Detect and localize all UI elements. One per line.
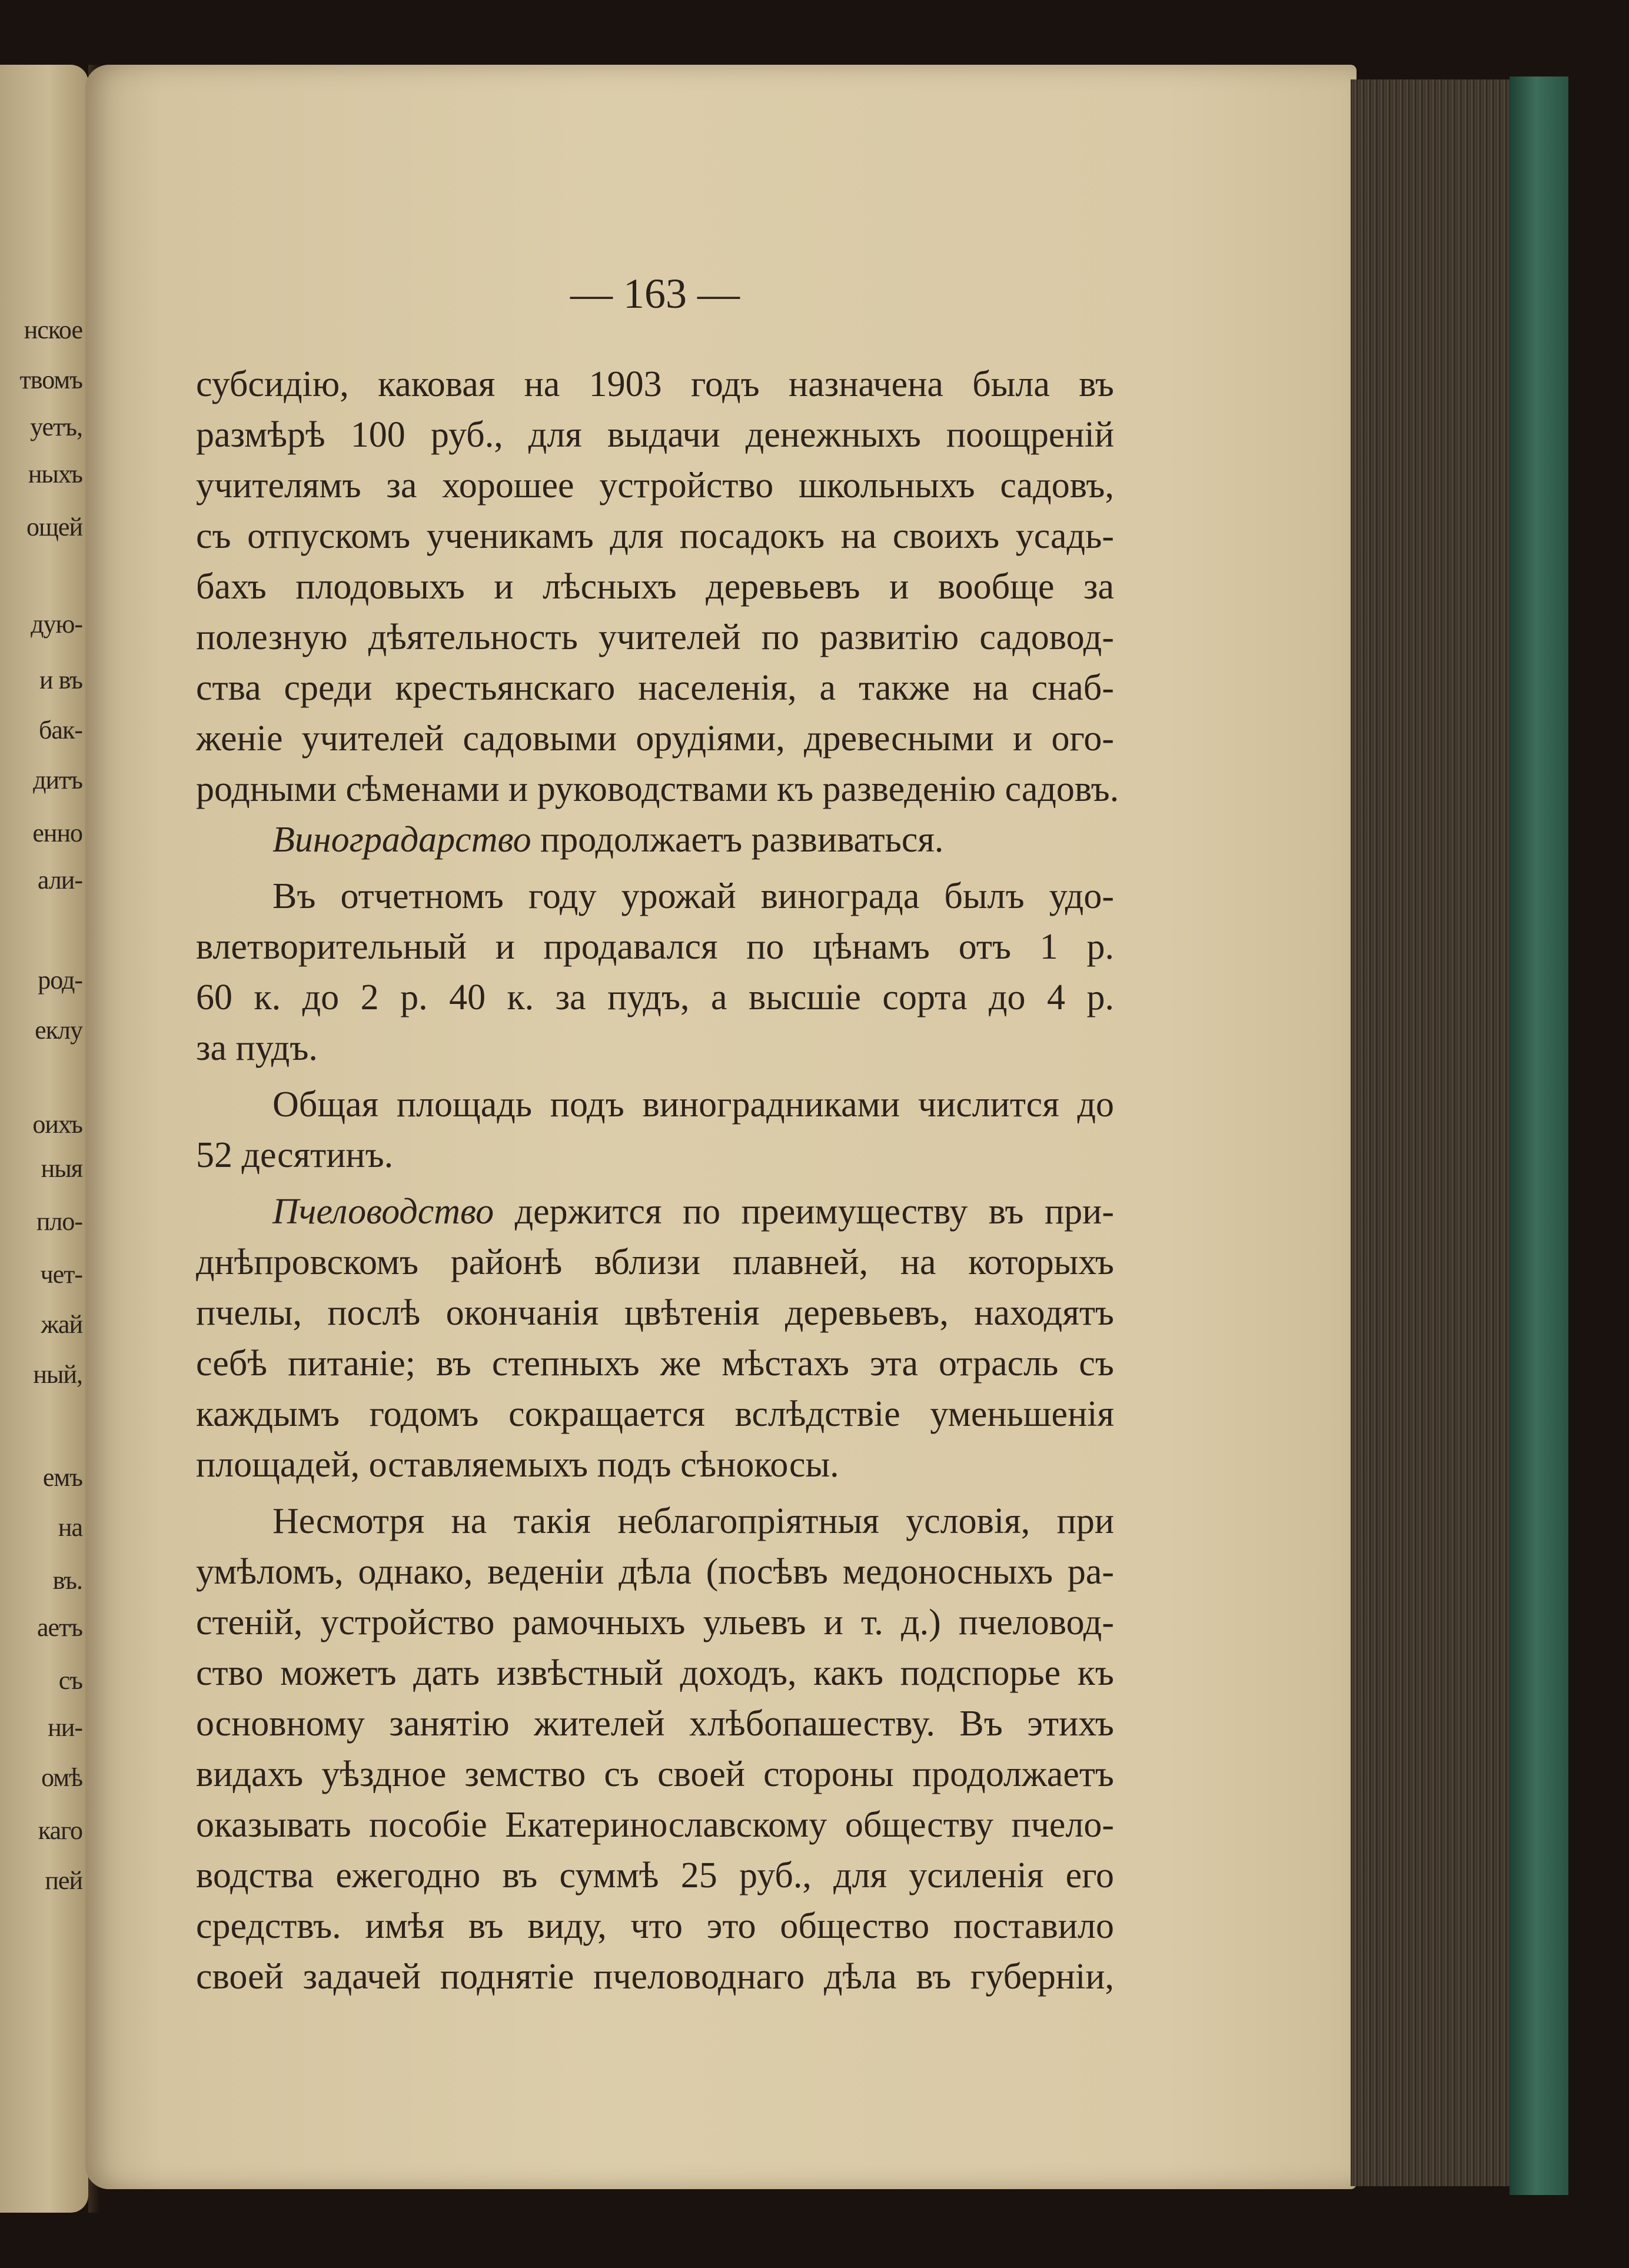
- facing-page-fragment: чет-: [40, 1260, 82, 1289]
- facing-page-fragment: на: [58, 1513, 82, 1542]
- text-line: основному занятію жителей хлѣбопашеству. Въ этихъ: [196, 1704, 1114, 1744]
- beekeeping-heading: Пчеловодство: [272, 1192, 494, 1232]
- text-line: учителямъ за хорошее устройство школьныхъ садовъ,: [196, 465, 1114, 506]
- viticulture-heading: Виноградарство: [272, 820, 531, 860]
- text-line: родными сѣменами и руководствами къ разведенію садовъ.: [196, 769, 1119, 809]
- beekeeping-paragraph-start: [196, 1186, 1114, 1237]
- viticulture-heading-rest: продолжаетъ развиваться.: [531, 820, 944, 860]
- text-line: влетворительный и продавался по цѣнамъ отъ 1 р.: [196, 927, 1114, 967]
- text-line: субсидію, каковая на 1903 годъ назначена была въ: [196, 364, 1114, 404]
- text-line: размѣрѣ 100 руб., для выдачи денежныхъ поощреній: [196, 415, 1114, 455]
- facing-page-edge: [0, 65, 88, 2213]
- text-line: за пудъ.: [196, 1028, 318, 1068]
- facing-page-fragment: въ.: [52, 1566, 82, 1595]
- facing-page-fragment: каго: [38, 1816, 82, 1845]
- facing-page-fragment: нское: [24, 315, 82, 344]
- facing-page-fragment: уетъ,: [30, 413, 82, 441]
- facing-page-fragment: дую-: [31, 610, 82, 639]
- facing-page-fragment: аетъ: [36, 1613, 82, 1642]
- facing-page-fragment: ныя: [41, 1154, 82, 1183]
- facing-page-fragment: пей: [45, 1866, 82, 1895]
- facing-page-fragment: ныхъ: [28, 460, 82, 488]
- text-line: полезную дѣятельность учителей по развитію садовод-: [196, 617, 1114, 657]
- text-line: бахъ плодовыхъ и лѣсныхъ деревьевъ и вообще за: [196, 567, 1114, 607]
- page-edges: [1351, 79, 1510, 2186]
- beekeeping-heading-rest: держится по преимуществу въ при-: [494, 1192, 1114, 1232]
- page-number: — 163 —: [570, 270, 740, 317]
- text-line: Въ отчетномъ году урожай винограда былъ удо-: [272, 876, 1114, 916]
- facing-page-fragment: пло-: [36, 1207, 82, 1236]
- facing-page-fragment: ни-: [48, 1713, 82, 1742]
- text-line: женіе учителей садовыми орудіями, древесными и ого-: [196, 719, 1114, 759]
- text-line: 52 десятинъ.: [196, 1135, 394, 1175]
- text-line: пчелы, послѣ окончанія цвѣтенія деревьевъ, находятъ: [196, 1293, 1114, 1333]
- facing-page-fragment: емъ: [42, 1463, 82, 1492]
- text-line: ства среди крестьянскаго населенія, а также на снаб-: [196, 668, 1114, 708]
- text-line: днѣпровскомъ районѣ вблизи плавней, на которыхъ: [196, 1242, 1114, 1282]
- facing-page-fragment: род-: [38, 966, 82, 995]
- facing-page-fragment: оихъ: [32, 1110, 82, 1139]
- text-line: Несмотря на такія неблагопріятныя условія, при: [272, 1501, 1114, 1541]
- facing-page-fragment: еклу: [35, 1016, 82, 1045]
- text-line: ство можетъ дать извѣстный доходъ, какъ подспорье къ: [196, 1653, 1114, 1693]
- facing-page-fragment: съ: [58, 1666, 82, 1695]
- text-line: оказывать пособіе Екатеринославскому обществу пчело-: [196, 1805, 1114, 1845]
- facing-page-fragment: бак-: [39, 716, 82, 744]
- facing-page-fragment: твомъ: [19, 365, 82, 394]
- text-line: средствъ. имѣя въ виду, что это общество поставило: [196, 1906, 1114, 1946]
- text-line: стеній, устройство рамочныхъ ульевъ и т. д.) пчеловод-: [196, 1602, 1114, 1642]
- text-line: умѣломъ, однако, веденіи дѣла (посѣвъ медоносныхъ ра-: [196, 1552, 1114, 1592]
- text-line: водства ежегодно въ суммѣ 25 руб., для усиленія его: [196, 1855, 1114, 1895]
- facing-page-fragment: и въ: [39, 666, 82, 694]
- facing-page-fragment: али-: [37, 866, 82, 894]
- text-line: видахъ уѣздное земство съ своей стороны продолжаетъ: [196, 1754, 1114, 1794]
- book-cover: [1510, 77, 1568, 2195]
- facing-page-fragment: дитъ: [33, 766, 82, 794]
- facing-page-fragment: ный,: [33, 1360, 82, 1389]
- text-line: каждымъ годомъ сокращается вслѣдствіе уменьшенія: [196, 1394, 1114, 1434]
- text-line: площадей, оставляемыхъ подъ сѣнокосы.: [196, 1445, 839, 1485]
- viticulture-paragraph-start: [196, 814, 1114, 865]
- facing-page-fragment: жай: [41, 1310, 82, 1339]
- facing-page-fragment: омѣ: [41, 1763, 82, 1792]
- text-line: Общая площадь подъ виноградниками числится до: [272, 1085, 1114, 1125]
- text-line: своей задачей поднятіе пчеловоднаго дѣла въ губерніи,: [196, 1957, 1114, 1997]
- facing-page-fragment: ощей: [26, 513, 82, 541]
- facing-page-fragment: енно: [32, 819, 82, 847]
- text-line: 60 к. до 2 р. 40 к. за пудъ, а высшіе сорта до 4 р.: [196, 977, 1114, 1017]
- text-line: съ отпускомъ ученикамъ для посадокъ на своихъ усадь-: [196, 516, 1114, 556]
- text-line: себѣ питаніе; въ степныхъ же мѣстахъ эта отрасль съ: [196, 1343, 1114, 1384]
